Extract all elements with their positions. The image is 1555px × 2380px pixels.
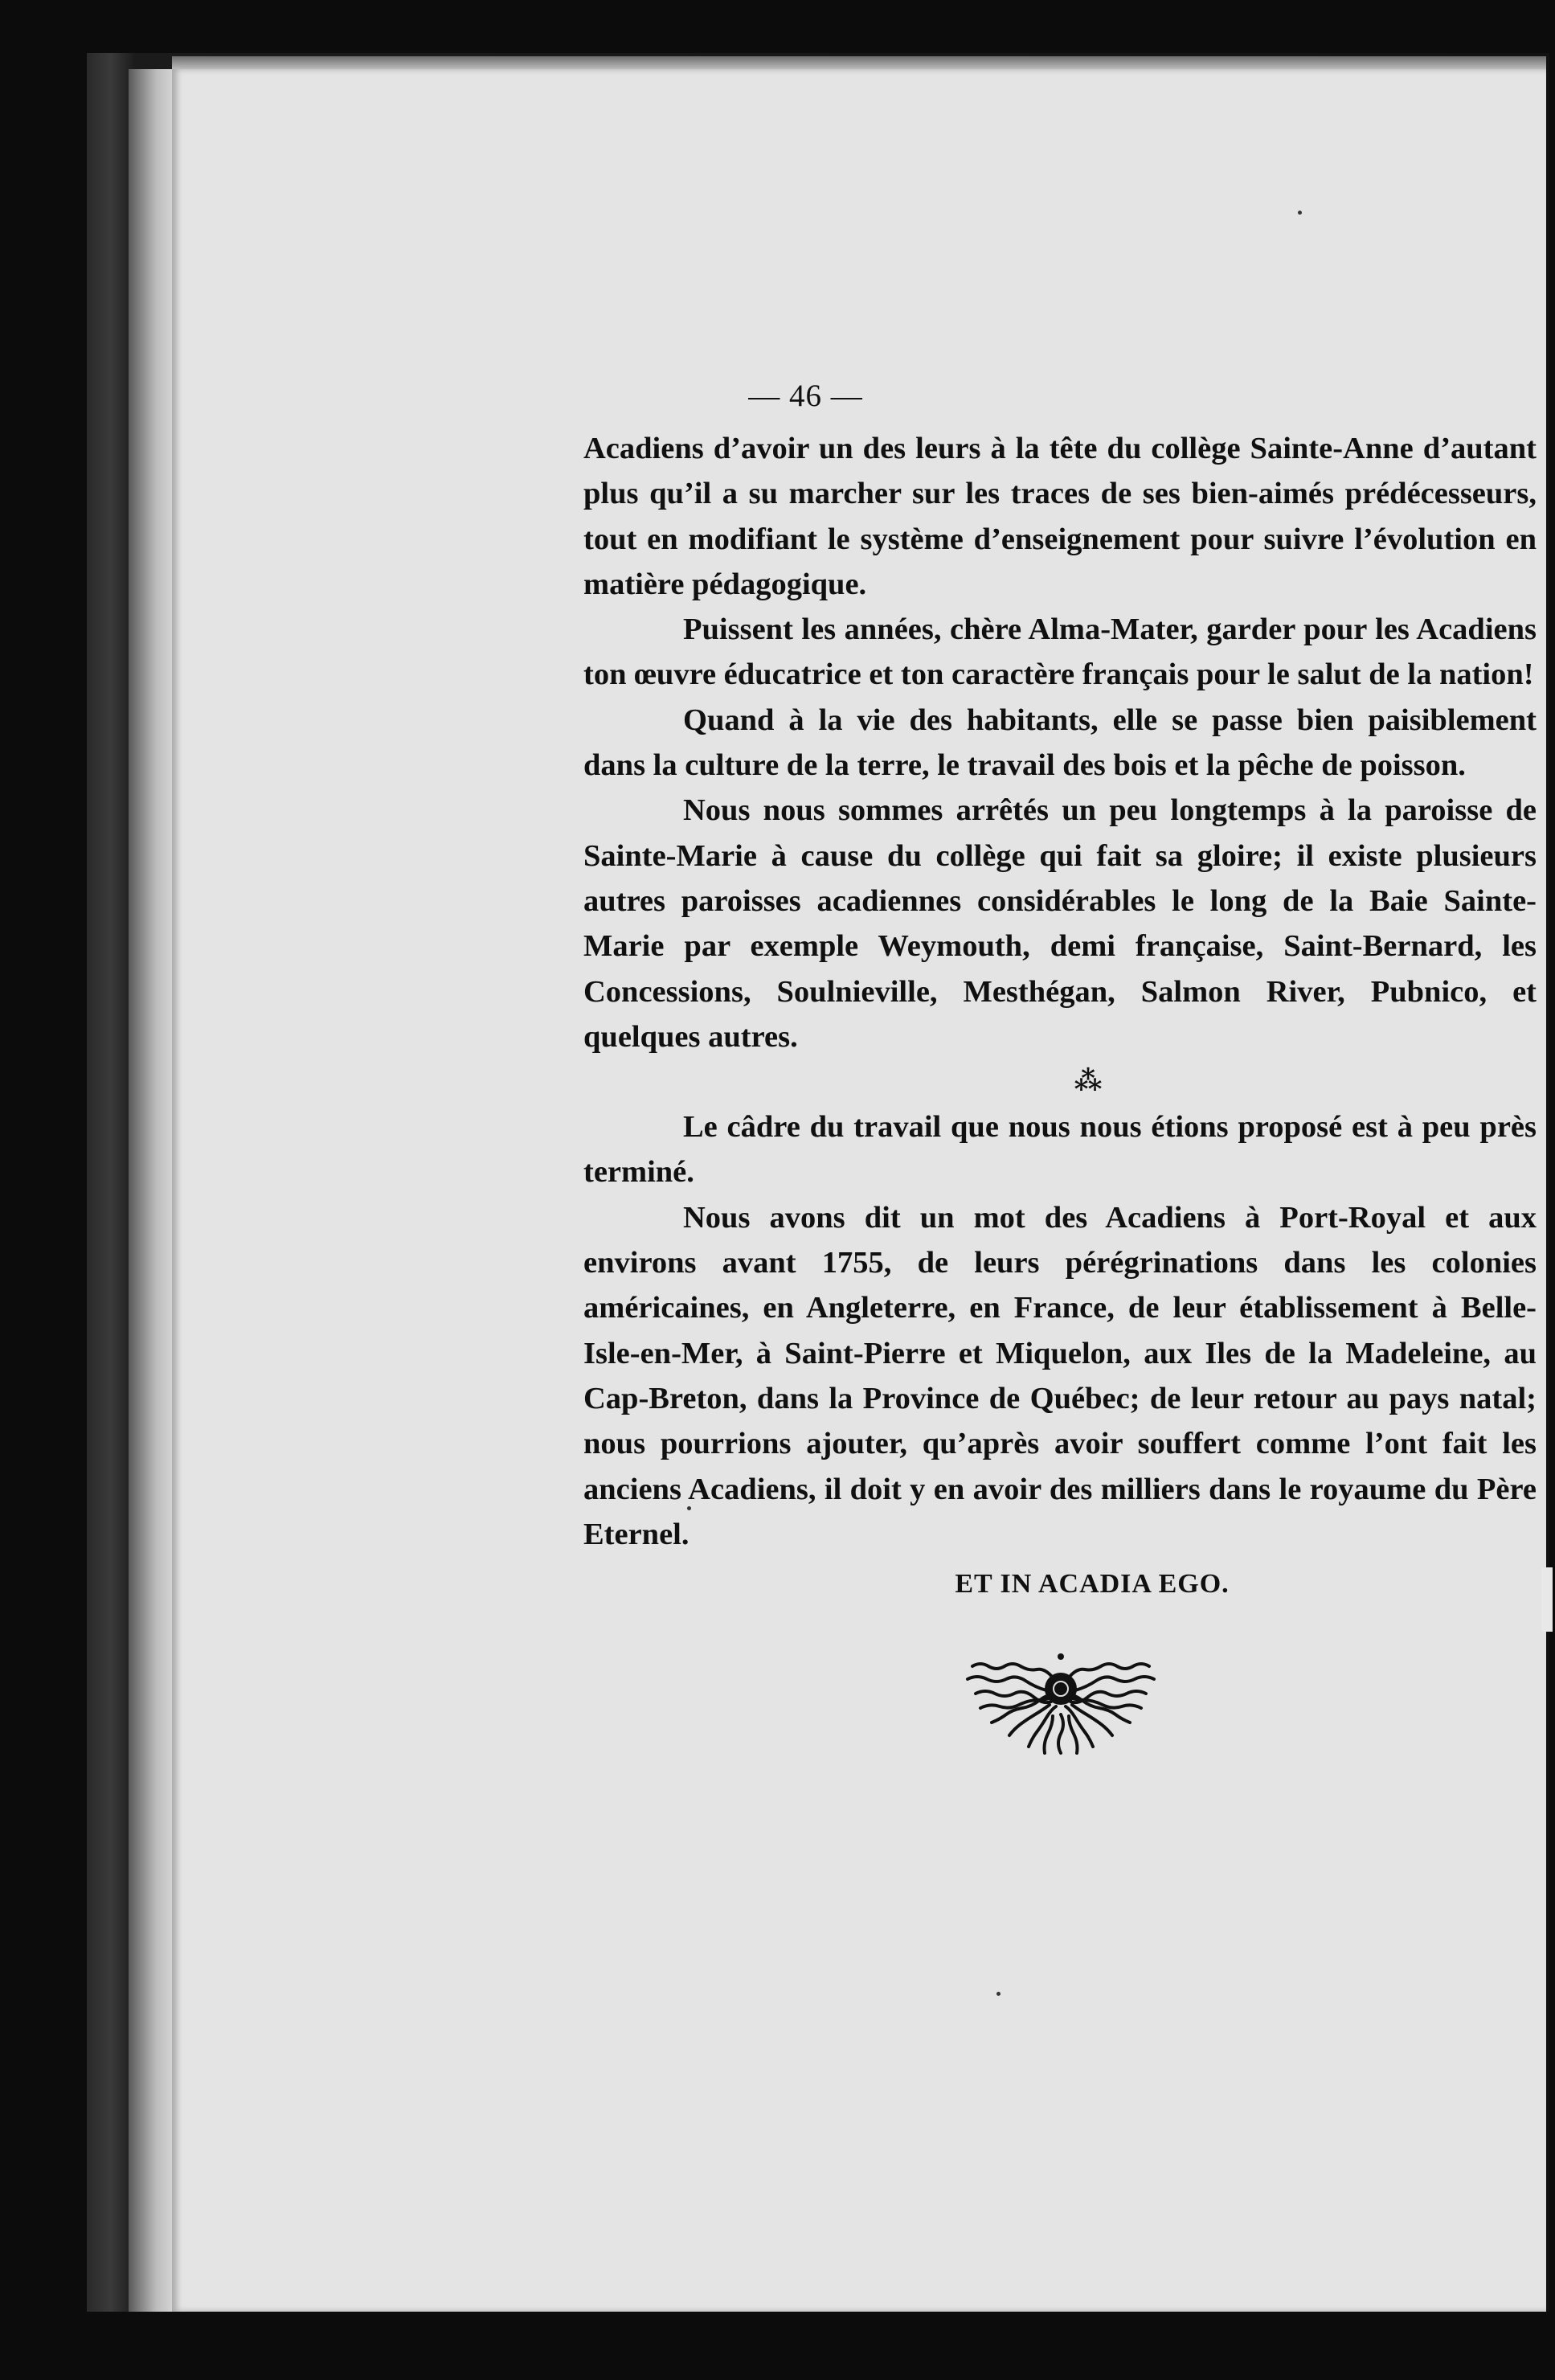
paragraph: Puissent les années, chère Alma-Mater, garder pour les Acadiens ton œuvre éducatrice et ton caractère français pour le salut de la nation!	[583, 612, 1537, 692]
paragraph: Nous avons dit un mot des Acadiens à Port-Royal et aux environs avant 1755, de leurs pérégrinations dans les colonies américaines, en Angleterre, en France, de leur établissement à Belle-Isle-en-Mer, à Saint-Pierre et Miquelon, aux Iles de la Madeleine, au Cap-Breton, dans la Province de Québec; de leur retour au pays natal; nous pourrions ajouter, qu’après avoir souffert comme l’ont fait les anciens Acadiens, il doit y en avoir des milliers dans le royaume du Père Eternel.	[583, 1200, 1537, 1551]
asterism-icon: ⁂	[1074, 1067, 1103, 1097]
page-number: — 46 —	[748, 379, 863, 413]
paragraph: Nous nous sommes arrêtés un peu longtemps à la paroisse de Sainte-Marie à cause du collège qui fait sa gloire; il existe plusieurs autres paroisses acadiennes considérables le long de la Baie Sainte-Marie par exemple Weymouth, demi française, Saint-Bernard, les Concessions, Soulnieville, Mesthégan, Salmon River, Pubnico, et quelques autres.	[583, 793, 1537, 1054]
closing-motto: ET IN ACADIA EGO.	[955, 1569, 1230, 1600]
page-right-tab	[1541, 1567, 1553, 1632]
section-separator	[583, 1059, 1537, 1104]
paragraph: Le câdre du travail que nous nous étions proposé est à peu près terminé.	[583, 1110, 1537, 1190]
body-text	[583, 426, 1537, 1607]
paragraph: Acadiens d’avoir un des leurs à la tête du collège Sainte-Anne d’autant plus qu’il a su marcher sur les traces de ses bien-aimés prédécesseurs, tout en modifiant le système d’enseignement pour suivre l’évolution en matière pédagogique.	[583, 432, 1537, 601]
scan-speck	[1298, 211, 1302, 215]
sun-ornament-icon	[964, 1652, 1157, 1756]
scan-speck	[687, 1506, 691, 1510]
scan-speck	[996, 1992, 1001, 1996]
paragraph: Quand à la vie des habitants, elle se passe bien paisiblement dans la culture de la terre, le travail des bois et la pêche de poisson.	[583, 703, 1537, 783]
